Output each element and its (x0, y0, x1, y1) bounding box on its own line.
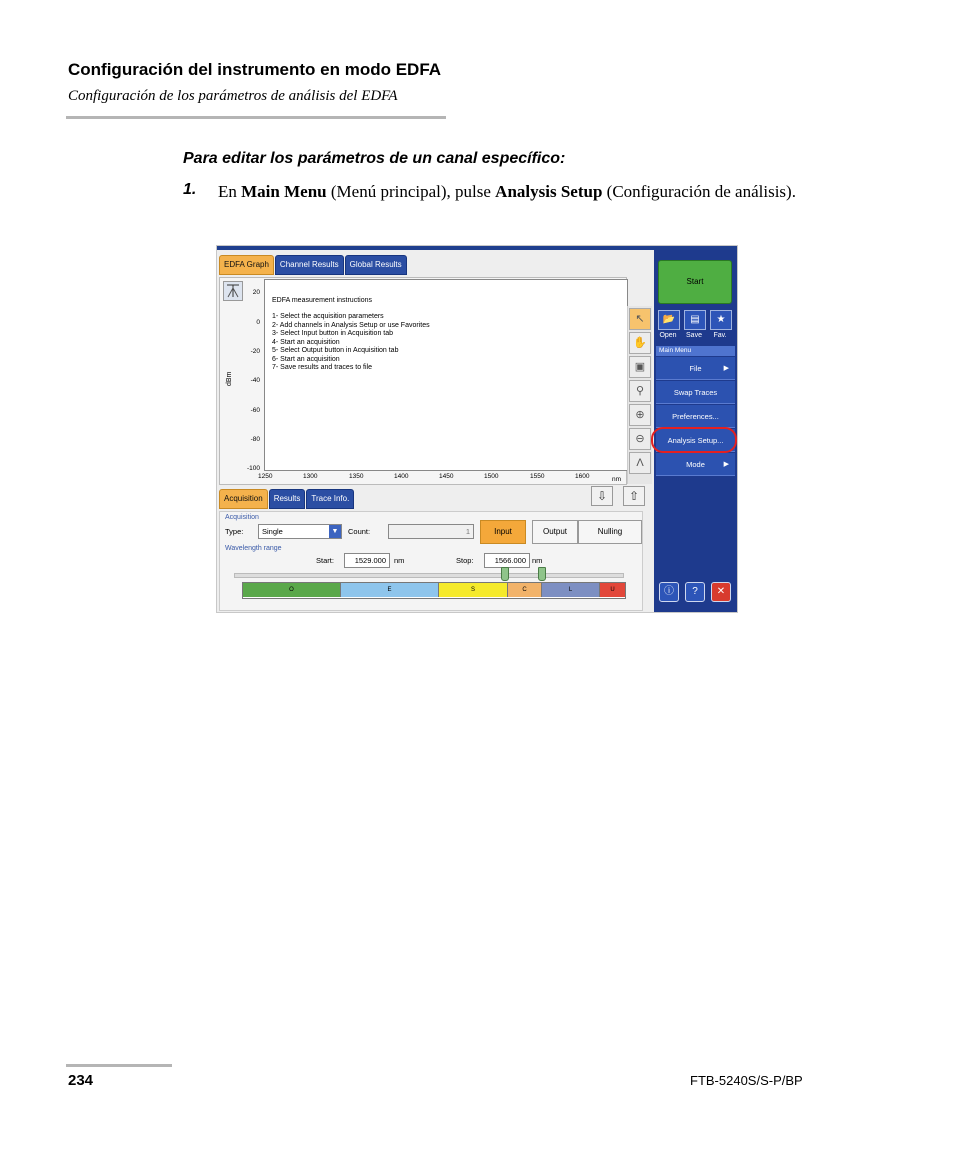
x-unit: nm (612, 476, 622, 483)
x-tick: 1350 (349, 473, 364, 480)
instruction-line: 7- Save results and traces to file (272, 364, 372, 371)
save-label: Save (686, 332, 702, 339)
zoom-out-icon[interactable]: ⊖ (629, 428, 651, 450)
band-c: C (508, 583, 542, 597)
graph-tabs (219, 255, 408, 274)
start-label: Start: (316, 556, 334, 565)
tab-trace-info[interactable]: Trace Info. (306, 489, 354, 509)
close-icon[interactable]: ✕ (711, 582, 731, 602)
input-button[interactable]: Input (480, 520, 526, 544)
instruction-line: 1- Select the acquisition parameters (272, 313, 384, 320)
software-screenshot (216, 245, 738, 613)
y-tick: -40 (250, 377, 260, 384)
chevron-down-icon[interactable]: ▼ (329, 525, 341, 538)
main-menu-term: Main Menu (241, 182, 327, 201)
folder-open-icon[interactable]: 📂 (658, 310, 680, 330)
y-tick: 0 (256, 319, 260, 326)
step-number: 1. (183, 181, 197, 198)
wavelength-group-label: Wavelength range (225, 545, 282, 552)
x-tick: 1250 (258, 473, 273, 480)
tab-global-results[interactable]: Global Results (345, 255, 407, 275)
y-tick: 20 (252, 289, 260, 296)
instruction-line: 3- Select Input button in Acquisition tab (272, 330, 394, 337)
arrow-right-icon: ▶ (723, 365, 729, 372)
info-icon[interactable]: ⓘ (659, 582, 679, 602)
zoom-in-icon[interactable]: ⊕ (629, 404, 651, 426)
stop-label: Stop: (456, 556, 474, 565)
product-model: FTB-5240S/S-P/BP (690, 1073, 803, 1088)
graph-toolbar (627, 306, 652, 484)
band-bar (242, 582, 626, 599)
save-disk-icon[interactable]: ▤ (684, 310, 706, 330)
range-stop-handle[interactable] (538, 567, 546, 581)
x-tick: 1550 (530, 473, 545, 480)
x-tick: 1400 (394, 473, 409, 480)
acquisition-group-label: Acquisition (225, 514, 259, 521)
procedure-heading: Para editar los parámetros de un canal específico: (183, 150, 566, 167)
band-l: L (542, 583, 600, 597)
help-icon[interactable]: ? (685, 582, 705, 602)
band-s: S (439, 583, 508, 597)
x-tick: 1450 (439, 473, 454, 480)
main-menu-header: Main Menu (656, 346, 735, 356)
menu-item-file[interactable]: File ▶ (656, 357, 735, 380)
open-label: Open (659, 332, 677, 339)
type-select[interactable]: Single ▼ (258, 524, 342, 539)
instruction-line: 6- Start an acquisition (272, 355, 340, 363)
section-title: Configuración del instrumento en modo EDFA (68, 60, 442, 79)
y-axis-label: dBm (226, 371, 233, 386)
zoom-region-icon[interactable]: ▣ (629, 356, 651, 378)
menu-item-swap-traces[interactable]: Swap Traces (656, 381, 735, 404)
y-tick: -100 (246, 465, 260, 472)
output-button[interactable]: Output (532, 520, 578, 544)
arrow-up-icon[interactable]: ⇧ (623, 486, 645, 506)
header-rule (66, 116, 446, 119)
plot-area (264, 279, 628, 471)
count-field[interactable]: 1 (388, 524, 474, 539)
footer-rule (66, 1064, 172, 1067)
auto-scale-icon[interactable]: Λ (629, 452, 651, 474)
x-tick: 1300 (303, 473, 318, 480)
instruction-line: 4- Start an acquisition (272, 338, 340, 346)
section-subtitle: Configuración de los parámetros de análisis del EDFA (68, 88, 398, 104)
acquisition-panel (219, 511, 643, 611)
main-side-panel (654, 250, 737, 612)
band-o: O (243, 583, 341, 597)
menu-item-preferences[interactable]: Preferences... (656, 405, 735, 428)
nulling-button[interactable]: Nulling (578, 520, 642, 544)
star-icon[interactable]: ★ (710, 310, 732, 330)
type-label: Type: (225, 527, 244, 536)
acquisition-tabs (219, 489, 355, 508)
instruction-line: 2- Add channels in Analysis Setup or use Favorites (272, 321, 430, 329)
tab-edfa-graph[interactable]: EDFA Graph (219, 255, 274, 275)
y-tick: -60 (250, 407, 260, 414)
tab-acquisition[interactable]: Acquisition (219, 489, 268, 509)
zoom-icon[interactable]: ⚲ (629, 380, 651, 402)
range-start-handle[interactable] (501, 567, 509, 581)
menu-item-analysis-setup[interactable]: Analysis Setup... (656, 429, 735, 452)
x-tick: 1600 (575, 473, 590, 480)
y-tick: -20 (250, 348, 260, 355)
graph-area (219, 277, 627, 485)
band-u: U (600, 583, 625, 597)
zoom-fit-icon[interactable] (223, 281, 243, 301)
start-button[interactable]: Start (658, 260, 732, 304)
hand-pan-icon[interactable]: ✋ (629, 332, 651, 354)
menu-item-mode[interactable]: Mode ▶ (656, 453, 735, 476)
step-text: En Main Menu (Menú principal), pulse Analysis Setup (Configuración de análisis). (218, 182, 796, 201)
stop-unit: nm (532, 556, 543, 565)
y-tick: -80 (250, 436, 260, 443)
page-number: 234 (68, 1072, 94, 1089)
arrow-right-icon: ▶ (723, 461, 729, 468)
count-label: Count: (348, 527, 371, 536)
band-e: E (341, 583, 439, 597)
highlight-circle (651, 427, 737, 453)
start-wavelength-field[interactable]: 1529.000 (344, 553, 390, 568)
tab-results[interactable]: Results (269, 489, 306, 509)
x-tick: 1500 (484, 473, 499, 480)
fav-label: Fav. (713, 332, 727, 339)
instruction-line: 5- Select Output button in Acquisition tab (272, 347, 399, 354)
stop-wavelength-field[interactable]: 1566.000 (484, 553, 530, 568)
range-slider-track[interactable] (234, 573, 624, 578)
instructions-title: EDFA measurement instructions (272, 297, 372, 304)
arrow-down-icon[interactable]: ⇩ (591, 486, 613, 506)
tab-channel-results[interactable]: Channel Results (275, 255, 344, 275)
start-unit: nm (394, 556, 405, 565)
pointer-icon[interactable]: ↖ (629, 308, 651, 330)
analysis-setup-term: Analysis Setup (495, 182, 603, 201)
